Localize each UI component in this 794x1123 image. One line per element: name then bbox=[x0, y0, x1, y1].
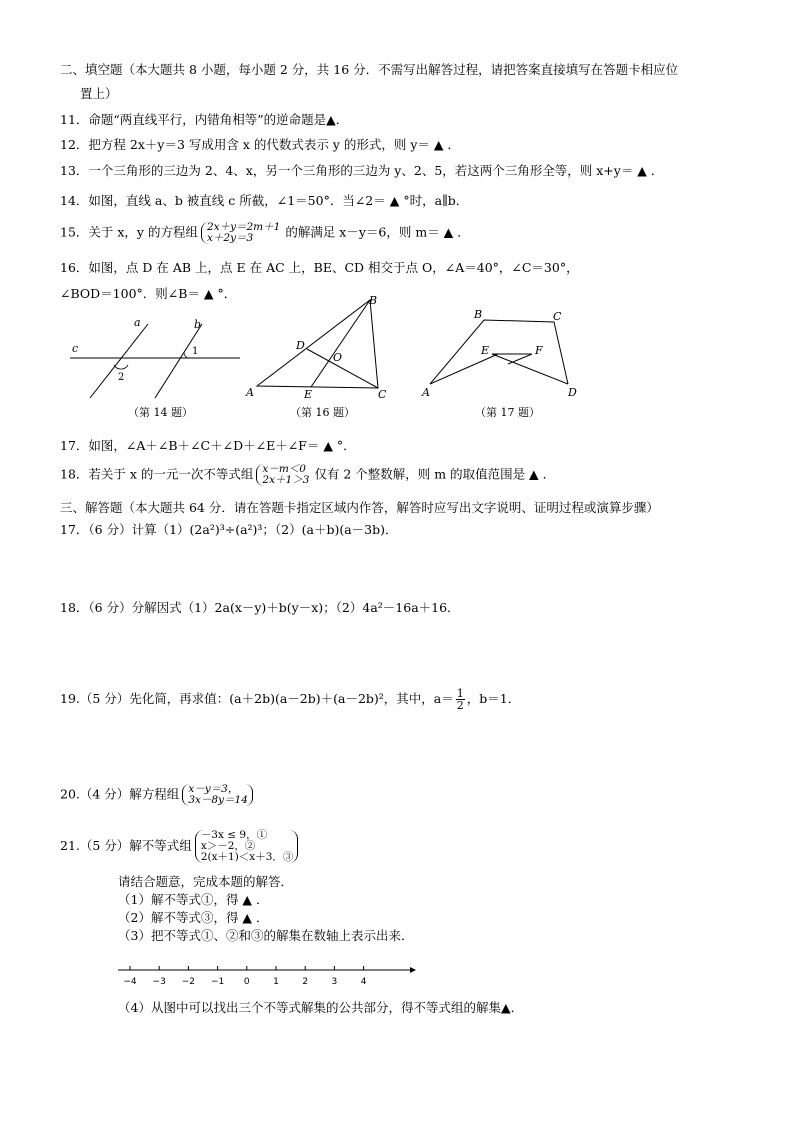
fig14-label-b: b bbox=[194, 318, 202, 331]
q19-frac-num: 1 bbox=[456, 687, 464, 700]
q21-step-4: （4）从图中可以找出三个不等式解集的公共部分，得不等式组的解集▲． bbox=[118, 1000, 524, 1015]
fig16-label-E: E bbox=[304, 388, 313, 401]
fig16-line-BE bbox=[311, 300, 370, 387]
fig17-line-AE bbox=[430, 354, 498, 384]
fig14-angle2-arc bbox=[114, 365, 128, 369]
question-13: 13．一个三角形的三边为 2、4、x，另一个三角形的三边为 y、2、5，若这两个三角形全等，则 x+y＝ ▲ ． bbox=[60, 163, 664, 178]
number-line-tick-label: 2 bbox=[302, 977, 309, 987]
fig14-angle1-arc bbox=[184, 352, 188, 358]
fig14-label-1: 1 bbox=[192, 346, 199, 357]
fig17-caption: （第 17 题） bbox=[475, 406, 540, 419]
question-11: 11．命题“两直线平行，内错角相等”的逆命题是▲． bbox=[60, 112, 349, 127]
q19-text-after: ，b＝1． bbox=[466, 691, 521, 706]
question-21 bbox=[60, 830, 301, 863]
fig17-label-B: B bbox=[474, 308, 483, 321]
fig17-label-A: A bbox=[422, 386, 430, 399]
fig17-label-C: C bbox=[553, 310, 562, 323]
number-line-tick-label: −2 bbox=[181, 977, 196, 987]
q21-eq1: －3x ≤ 9，① bbox=[200, 829, 268, 841]
figure-17 bbox=[421, 308, 577, 399]
fig14-label-2: 2 bbox=[118, 372, 125, 383]
fig16-label-C: C bbox=[378, 388, 387, 401]
fig17-label-E: E bbox=[481, 344, 490, 357]
q18-system bbox=[256, 464, 311, 486]
question-16-line1: 16．如图，点 D 在 AB 上，点 E 在 AC 上，BE、CD 相交于点 O，∠A＝40°，∠C＝30°， bbox=[60, 260, 579, 275]
fig14-label-c: c bbox=[72, 342, 79, 355]
number-line-tick-label: −3 bbox=[152, 977, 166, 987]
q21-instruction: 请结合题意，完成本题的解答． bbox=[118, 874, 294, 889]
q18-eq2: 2x＋1＞3 bbox=[262, 474, 310, 486]
fig17-line-F bbox=[508, 354, 532, 364]
fig16-label-O: O bbox=[333, 351, 343, 364]
fig16-line-CD bbox=[307, 349, 378, 388]
q21-system bbox=[195, 830, 299, 863]
q19-frac-den: 2 bbox=[456, 699, 464, 712]
section-2-header-line2: 置上） bbox=[80, 86, 118, 101]
q19-text-before: 19.（5 分）先化简，再求值：(a＋2b)(a－2b)＋(a－2b)²，其中，a＝ bbox=[60, 691, 454, 706]
q15-eq1: 2x＋y＝2m＋1 bbox=[206, 221, 281, 233]
fig16-label-B: B bbox=[369, 294, 378, 307]
figures-row bbox=[60, 292, 600, 422]
q21-eq2: x＞－2，② bbox=[200, 840, 256, 852]
number-line bbox=[118, 960, 418, 990]
q18-text-before: 18．若关于 x 的一元一次不等式组 bbox=[60, 466, 254, 482]
number-line-tick-label: 0 bbox=[243, 977, 250, 987]
question-18-fill bbox=[60, 464, 555, 486]
fig16-triangle bbox=[257, 300, 378, 388]
question-14: 14．如图，直线 a、b 被直线 c 所截，∠1＝50°．当∠2＝ ▲ °时，a∥b． bbox=[60, 193, 469, 208]
q15-system bbox=[201, 222, 282, 244]
number-line-tick-label: −1 bbox=[210, 977, 225, 987]
question-17-calc: 17．（6 分）计算（1）(2a²)³÷(a²)³；（2）(a＋b)(a－3b)． bbox=[60, 522, 398, 537]
fig17-label-D: D bbox=[568, 386, 577, 399]
fig14-line-b bbox=[155, 324, 202, 398]
q21-step-3: （3）把不等式①、②和③的解集在数轴上表示出来． bbox=[118, 928, 414, 943]
q20-eq2: 3x－8y＝14 bbox=[188, 794, 248, 806]
number-line-tick-label: −4 bbox=[123, 977, 137, 987]
fig17-line-ED bbox=[492, 354, 568, 384]
fig16-label-D: D bbox=[296, 339, 305, 352]
q15-text-after: 的解满足 x－y＝6，则 m＝ ▲ ． bbox=[285, 224, 470, 240]
fig14-label-a: a bbox=[134, 316, 141, 329]
number-line-tick-label: 1 bbox=[273, 977, 279, 987]
q19-fraction bbox=[456, 688, 465, 711]
question-17-fill: 17．如图，∠A＋∠B＋∠C＋∠D＋∠E＋∠F＝ ▲ °． bbox=[60, 438, 356, 453]
q15-eq2: x＋2y＝3 bbox=[206, 232, 254, 244]
figure-16 bbox=[245, 294, 387, 401]
q15-text-before: 15．关于 x，y 的方程组 bbox=[60, 224, 198, 240]
section-3-header: 三、解答题（本大题共 64 分．请在答题卡指定区域内作答，解答时应写出文字说明、证明过程或演算步骤） bbox=[60, 500, 659, 515]
fig16-label-A: A bbox=[246, 386, 254, 399]
q21-step-1: （1）解不等式①，得 ▲ ． bbox=[118, 892, 269, 907]
q20-eq1: x－y＝3， bbox=[188, 783, 239, 795]
q21-eq3: 2(x＋1)＜x＋3．③ bbox=[200, 851, 294, 863]
question-12: 12．把方程 2x＋y＝3 写成用含 x 的代数式表示 y 的形式，则 y＝ ▲ ． bbox=[60, 137, 460, 152]
fig17-label-F: F bbox=[535, 344, 543, 357]
question-20 bbox=[60, 784, 256, 806]
q21-text-before: 21.（5 分）解不等式组 bbox=[60, 838, 192, 853]
number-line-arrow bbox=[410, 967, 416, 973]
question-18-factor: 18．（6 分）分解因式（1）2a(x－y)＋b(y－x)；（2）4a²－16a＋16． bbox=[60, 600, 460, 615]
question-15 bbox=[60, 222, 470, 244]
q20-text-before: 20.（4 分）解方程组 bbox=[60, 786, 180, 802]
question-19 bbox=[60, 688, 520, 711]
q18-text-after: 仅有 2 个整数解，则 m 的取值范围是 ▲ ． bbox=[314, 466, 556, 482]
fig14-line-a bbox=[90, 324, 148, 398]
question-16-line2: ∠BOD＝100°．则∠B＝ ▲ °． bbox=[60, 286, 237, 301]
q20-system bbox=[182, 784, 253, 806]
q18-eq1: x－m＜0 bbox=[262, 463, 306, 475]
q21-step-2: （2）解不等式③，得 ▲ ． bbox=[118, 910, 269, 925]
fig16-caption: （第 16 题） bbox=[290, 406, 355, 419]
section-2-header-line1: 二、填空题（本大题共 8 小题，每小题 2 分，共 16 分．不需写出解答过程，请把答案直接填写在答题卡相应位 bbox=[60, 62, 679, 77]
number-line-tick-label: 3 bbox=[331, 977, 338, 987]
number-line-tick-label: 4 bbox=[360, 977, 367, 987]
fig14-caption: （第 14 题） bbox=[128, 406, 193, 419]
figure-14 bbox=[70, 316, 240, 398]
